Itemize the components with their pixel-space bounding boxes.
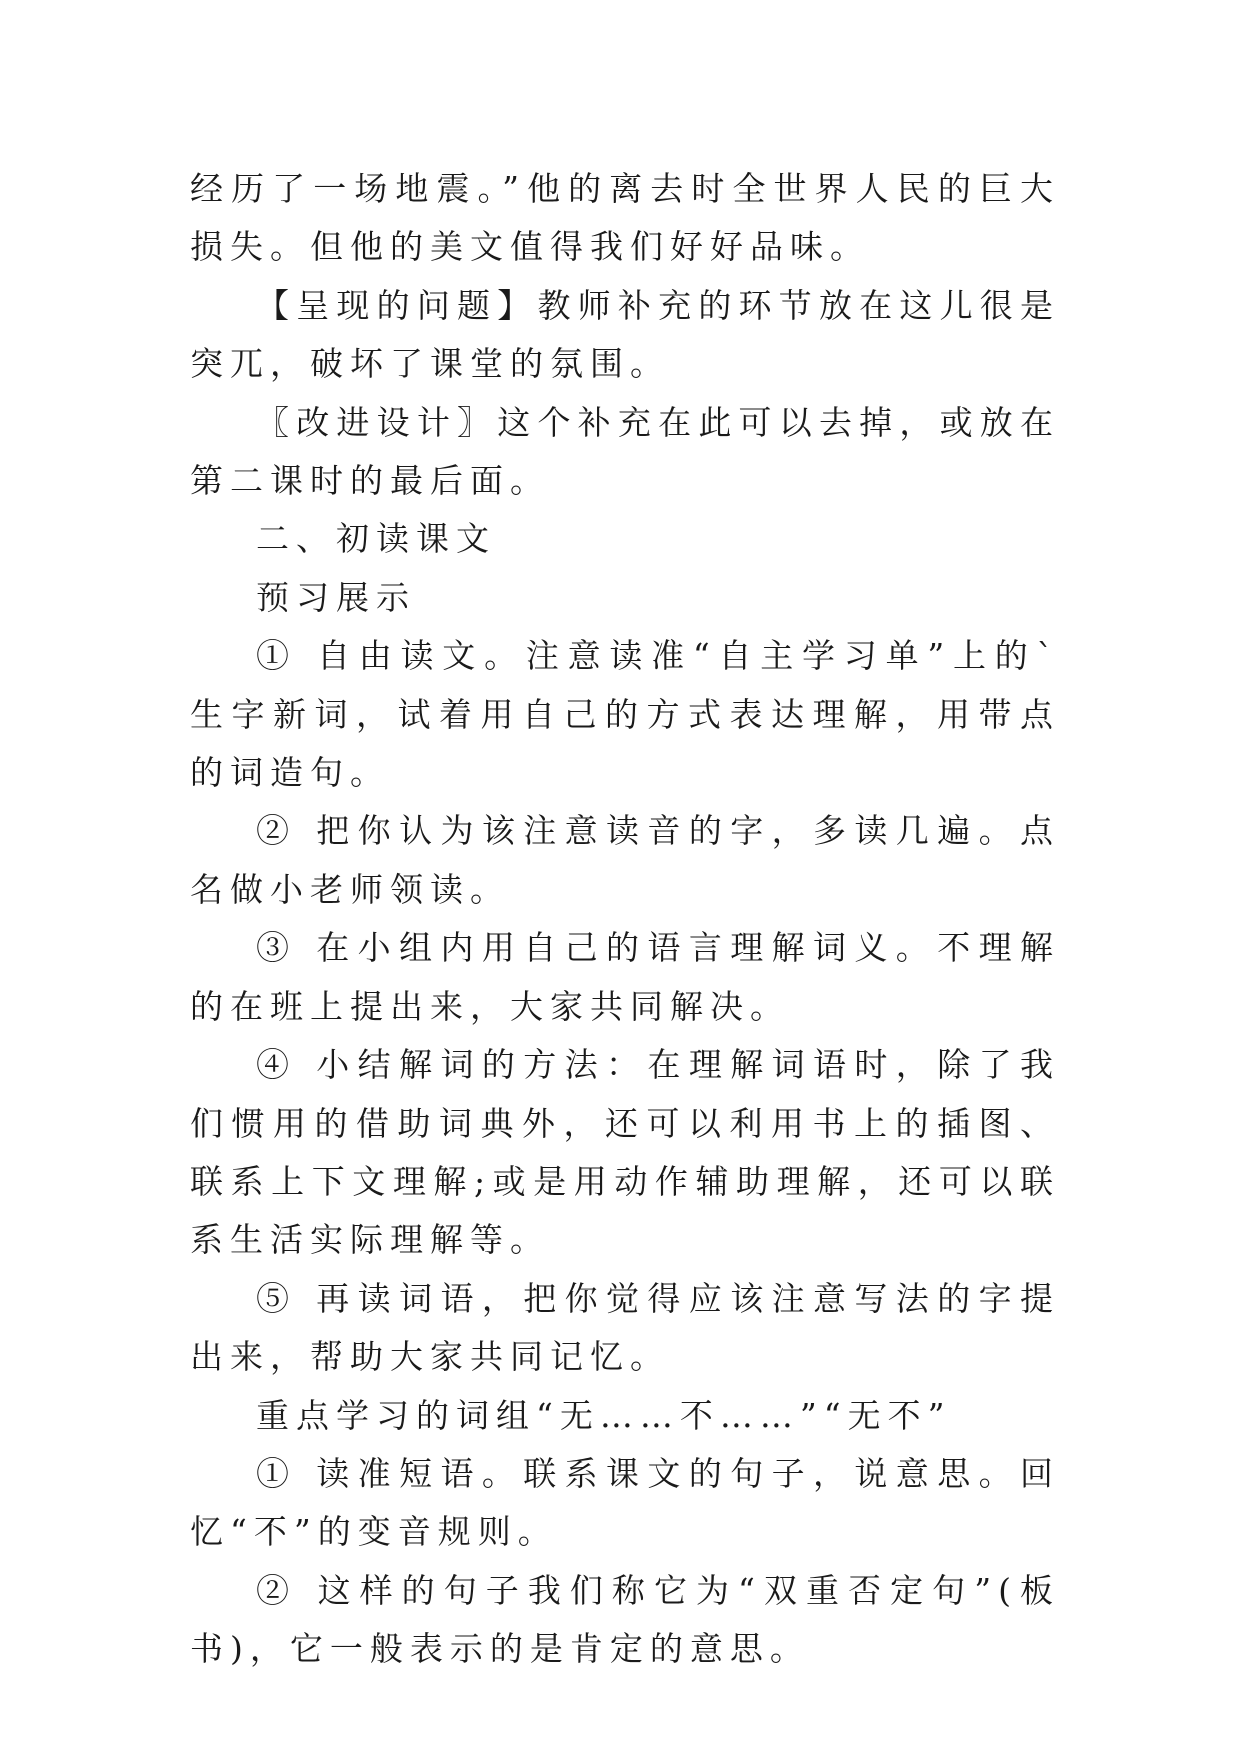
list-item-free-reading: ① 自由读文。注意读准“自主学习单”上的`生字新词，试着用自己的方式表达理解，用带点的词造句。	[190, 636, 1060, 793]
paragraph-improved-design: 〖改进设计〗这个补充在此可以去掉，或放在第二课时的最后面。	[190, 402, 1060, 501]
list-item-word-methods: ④ 小结解词的方法：在理解词语时，除了我们惯用的借助词典外，还可以利用书上的插图、联系上下文理解;或是用动作辅助理解，还可以联系生活实际理解等。	[190, 1045, 1060, 1260]
section-heading-first-reading: 二、初读课文	[256, 519, 496, 559]
subheading-key-phrases: 重点学习的词组“无……不……”“无不”	[256, 1395, 952, 1435]
list-item-pronunciation: ② 把你认为该注意读音的字，多读几遍。点名做小老师领读。	[190, 811, 1060, 909]
document-body	[190, 160, 1060, 1679]
list-item-reread-words: ⑤ 再读词语，把你觉得应该注意写法的字提出来，帮助大家共同记忆。	[190, 1278, 1060, 1377]
paragraph-earthquake-tribute: 经历了一场地震。”他的离去时全世界人民的巨大损失。但他的美文值得我们好好品味。	[190, 169, 1060, 267]
list-item-double-negative: ② 这样的句子我们称它为“双重否定句”(板书)，它一般表示的是肯定的意思。	[190, 1570, 1060, 1669]
list-item-read-phrases: ① 读准短语。联系课文的句子，说意思。回忆“不”的变音规则。	[190, 1453, 1060, 1552]
list-item-group-meaning: ③ 在小组内用自己的语言理解词义。不理解的在班上提出来，大家共同解决。	[190, 928, 1060, 1026]
subheading-preview-display: 预习展示	[256, 577, 416, 617]
paragraph-presented-problem: 【呈现的问题】教师补充的环节放在这儿很是突兀，破坏了课堂的氛围。	[190, 285, 1060, 384]
